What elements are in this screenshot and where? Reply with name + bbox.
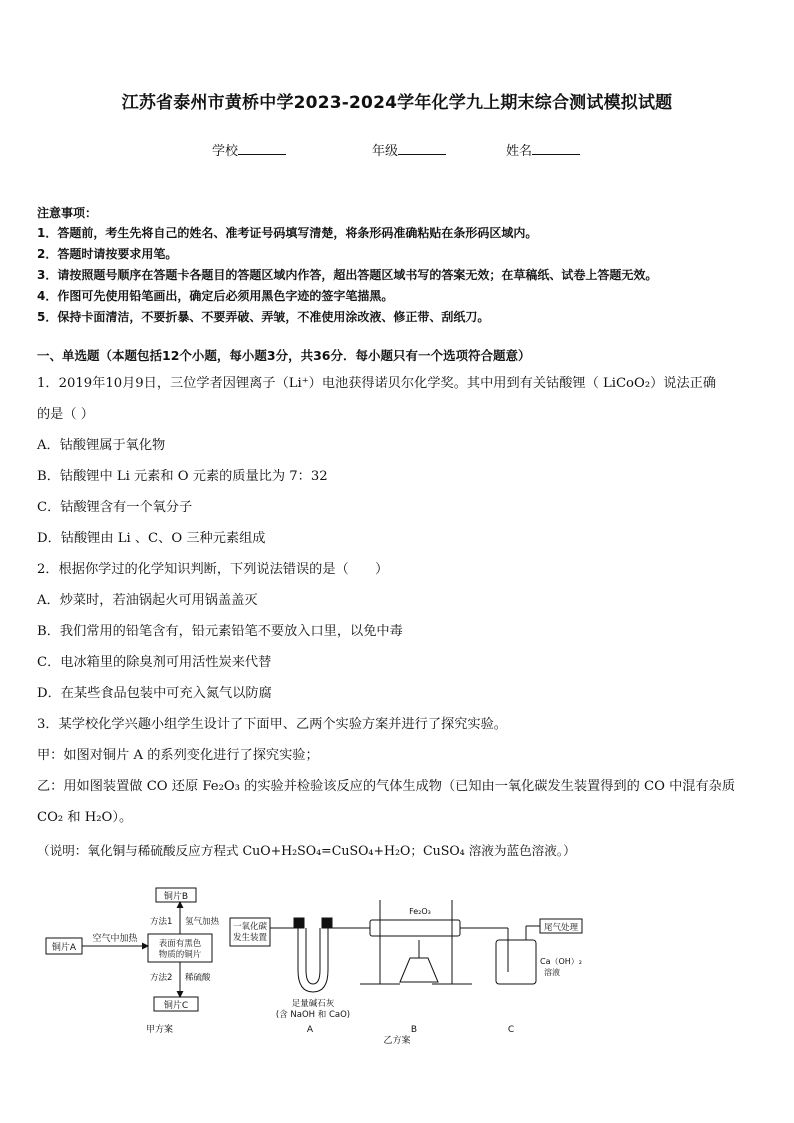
u-tube-outer (298, 928, 328, 992)
school-blank[interactable] (238, 142, 286, 155)
copper-b-label: 铜片B (163, 892, 189, 902)
co-generator-label-1: 一氧化碳 (232, 922, 268, 932)
q1-stem-line2: 的是（ ） (37, 407, 94, 422)
combustion-tube (370, 920, 460, 936)
q3-stem: 3．某学校化学兴趣小组学生设计了下面甲、乙两个实验方案并进行了探究实验。 (37, 717, 507, 732)
scheme-yi-label: 乙方案 (383, 1036, 411, 1046)
grade-field[interactable] (372, 140, 446, 159)
notice-heading: 注意事项： (37, 206, 98, 220)
name-field[interactable] (506, 140, 580, 159)
copper-a-label: 铜片A (51, 943, 77, 953)
section-heading: 一、单选题（本题包括12个小题，每小题3分，共36分．每小题只有一个选项符合题意） (37, 348, 531, 363)
limewater-label-2: 溶液 (544, 968, 560, 977)
u-tube-stopper-left (294, 918, 304, 928)
notice-item: 1．答题前，考生先将自己的姓名、准考证号码填写清楚，将条形码准确粘贴在条形码区域内。 (37, 226, 538, 240)
q2-option-b: B．我们常用的铅笔含有，铅元素铅笔不要放入口里，以免中毒 (37, 624, 403, 639)
notice-item: 5．保持卡面清洁，不要折暴、不要弄破、弄皱，不准使用涂改液、修正带、刮纸刀。 (37, 310, 490, 324)
q1-stem-line1: 1．2019年10月9日，三位学者因锂离子（Li⁺）电池获得诺贝尔化学奖。其中用到有关钴酸锂（ LiCoO₂）说法正确 (37, 376, 717, 391)
notice-item: 2．答题时请按要求用笔。 (37, 247, 178, 261)
q2-option-d: D．在某些食品包装中可充入氮气以防腐 (37, 686, 272, 701)
grade-blank[interactable] (398, 142, 446, 155)
copper-c-label: 铜片C (163, 1001, 189, 1011)
black-surface-label-2: 物质的铜片 (158, 950, 202, 960)
label-b: B (410, 1025, 418, 1035)
q3-yi: 乙：用如图装置做 CO 还原 Fe₂O₃ 的实验并检验该反应的气体生成物（已知由一氧化碳发生装置得到的 CO 中混有杂质 CO₂ 和 H₂O）。 (37, 779, 736, 825)
label-a: A (306, 1025, 314, 1035)
alcohol-lamp (400, 958, 438, 982)
fe2o3-label: Fe₂O₃ (409, 907, 431, 916)
q2-option-c: C．电冰箱里的除臭剂可用活性炭来代替 (37, 655, 272, 670)
soda-lime-label-2: (含 NaOH 和 CaO) (275, 1010, 351, 1020)
label-c: C (507, 1025, 515, 1035)
notice-item: 3．请按照题号顺序在答题卡各题目的答题区域内作答，超出答题区域书写的答案无效；在草稿纸、试卷上答题无效。 (37, 268, 658, 282)
experiment-figure (40, 880, 770, 1050)
q2-stem: 2．根据你学过的化学知识判断，下列说法错误的是（ ） (37, 562, 389, 577)
name-label: 姓名 (506, 144, 533, 159)
method1-label: 方法1 (150, 917, 173, 927)
method2-label: 方法2 (150, 973, 173, 983)
q1-option-b: B．钴酸锂中 Li 元素和 O 元素的质量比为 7：32 (37, 469, 328, 484)
limewater-bottle (496, 940, 536, 984)
soda-lime-label-1: 足量碱石灰 (291, 999, 335, 1009)
hydrogen-heat-label: 氢气加热 (185, 917, 220, 927)
q1-option-d: D．钴酸锂由 Li 、C、O 三种元素组成 (37, 531, 266, 546)
grade-label: 年级 (372, 144, 399, 159)
u-tube-stopper-right (322, 918, 332, 928)
q1-option-c: C．钴酸锂含有一个氧分子 (37, 500, 193, 515)
q1-option-a: A．钴酸锂属于氧化物 (37, 438, 166, 453)
dilute-acid-label: 稀硫酸 (185, 973, 211, 983)
school-label: 学校 (212, 144, 239, 159)
notice-item: 4．作图可先使用铅笔画出，确定后必须用黑色字迹的签字笔描黑。 (37, 289, 394, 303)
school-field[interactable] (212, 140, 286, 159)
experiment-diagram (40, 880, 770, 1050)
co-generator-label-2: 发生装置 (232, 933, 268, 943)
heat-in-air-label: 空气中加热 (92, 934, 138, 944)
name-blank[interactable] (532, 142, 580, 155)
page-title: 江苏省泰州市黄桥中学2023-2024学年化学九上期末综合测试模拟试题 (121, 93, 673, 113)
scheme-jia-label: 甲方案 (146, 1025, 174, 1035)
tail-gas-label: 尾气处理 (543, 923, 579, 933)
q3-note: （说明：氧化铜与稀硫酸反应方程式 CuO+H₂SO₄=CuSO₄+H₂O；CuSO₄ 溶液为蓝色溶液。） (37, 843, 576, 858)
black-surface-label-1: 表面有黑色 (158, 939, 202, 949)
limewater-label-1: Ca（OH）₂ (540, 957, 583, 966)
q3-jia: 甲：如图对铜片 A 的系列变化进行了探究实验； (37, 748, 319, 763)
u-tube-inner (306, 928, 320, 984)
notice-list (37, 223, 657, 328)
q2-option-a: A．炒菜时，若油锅起火可用锅盖盖灭 (37, 593, 258, 608)
